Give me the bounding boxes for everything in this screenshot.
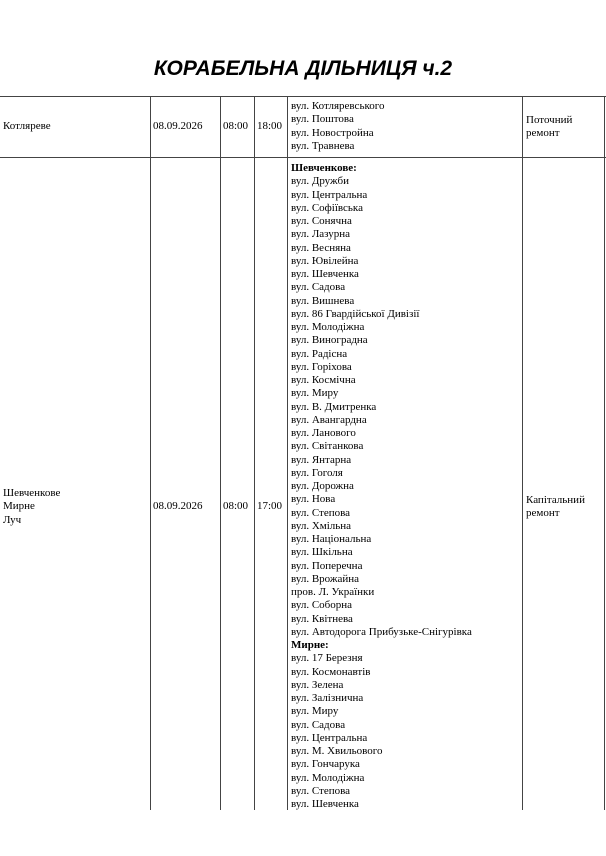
- street-item: вул. Весняна: [291, 241, 351, 254]
- street-item: вул. В. Дмитренка: [291, 400, 377, 413]
- street-item: вул. Гончарука: [291, 758, 360, 771]
- work-type-line: Поточний: [526, 113, 573, 126]
- street-item: вул. Врожайна: [291, 572, 360, 585]
- street-item: вул. Степова: [291, 506, 351, 519]
- street-item: вул. Новостройна: [291, 126, 374, 139]
- street-item: вул. Миру: [291, 705, 339, 718]
- street-item: вул. Молодіжна: [291, 771, 365, 784]
- street-item: вул. Котляревського: [291, 100, 385, 112]
- work-type-cell: [526, 97, 572, 157]
- street-item: вул. Гоголя: [291, 466, 343, 479]
- streets-cell: [291, 100, 384, 153]
- settlement-cell: [3, 97, 51, 157]
- work-type-line: Капітальний: [526, 493, 585, 506]
- street-item: вул. Автодорога Прибузьке-Снігурівка: [291, 625, 472, 638]
- table-col-divider: [220, 96, 221, 810]
- end-time-cell: [257, 158, 282, 856]
- start-time-cell: [223, 158, 248, 856]
- street-item: вул. Молодіжна: [291, 321, 365, 333]
- street-item: вул. Сонячна: [291, 215, 352, 227]
- street-item: вул. Поперечна: [291, 559, 363, 572]
- table-col-divider: [604, 96, 605, 810]
- work-type-line: ремонт: [526, 507, 560, 519]
- date-cell: [153, 97, 203, 157]
- street-item: вул. 17 Березня: [291, 652, 363, 665]
- outage-table: [0, 96, 606, 810]
- street-item: вул. Янтарна: [291, 453, 352, 466]
- street-item: вул. Дорожна: [291, 480, 354, 492]
- street-item: вул. Травнева: [291, 139, 355, 152]
- street-item: вул. Радісна: [291, 347, 348, 360]
- street-item: вул. Світанкова: [291, 440, 364, 453]
- settlement-cell: [3, 158, 60, 856]
- page-title: КОРАБЕЛЬНА ДІЛЬНИЦЯ ч.2: [153, 57, 453, 80]
- street-item: вул. Виноградна: [291, 334, 368, 347]
- street-item: вул. Центральна: [291, 188, 368, 201]
- street-item: вул. Космічна: [291, 374, 356, 386]
- table-col-divider: [254, 96, 255, 810]
- work-type-line: ремонт: [526, 127, 560, 139]
- street-item: вул. М. Хвильового: [291, 745, 383, 757]
- street-item: вул. Квітнева: [291, 612, 353, 625]
- street-item: вул. Космонавтів: [291, 665, 371, 678]
- streets-cell: [291, 162, 472, 811]
- street-item: вул. Національна: [291, 533, 372, 545]
- outage-date: 08.09.2026: [153, 500, 203, 513]
- work-type-cell: [526, 158, 585, 856]
- street-item: вул. Нова: [291, 493, 336, 506]
- street-item: вул. Хмільна: [291, 519, 352, 532]
- start-time: 08:00: [223, 120, 249, 133]
- table-col-divider: [150, 96, 151, 810]
- end-time: 18:00: [257, 120, 283, 133]
- street-item: вул. Лазурна: [291, 228, 351, 241]
- settlement-name: Котляреве: [3, 120, 51, 133]
- street-item: вул. Шевченка: [291, 268, 359, 280]
- street-item: вул. Степова: [291, 784, 351, 797]
- settlement-subheading: Шевченкове:: [291, 162, 357, 174]
- street-item: вул. Садова: [291, 718, 346, 731]
- end-time-cell: [257, 97, 282, 157]
- table-col-divider: [522, 96, 523, 810]
- settlement-name: Мирне: [3, 500, 35, 513]
- outage-date: 08.09.2026: [153, 120, 203, 133]
- street-item: вул. Залізнична: [291, 692, 364, 704]
- date-cell: [153, 158, 203, 856]
- table-rule-top: [0, 96, 606, 97]
- settlement-subheading: Мирне:: [291, 639, 329, 651]
- end-time: 17:00: [257, 500, 283, 513]
- settlement-name: Шевченкове: [3, 487, 61, 500]
- street-item: вул. Горіхова: [291, 360, 352, 373]
- street-item: вул. Поштова: [291, 113, 354, 126]
- street-item: вул. Зелена: [291, 678, 344, 691]
- street-item: вул. Шевченка: [291, 798, 359, 810]
- settlement-name: Луч: [3, 513, 22, 526]
- street-item: вул. Ланового: [291, 427, 356, 439]
- street-item: вул. Садова: [291, 281, 346, 294]
- table-rule-row: [0, 157, 606, 158]
- street-item: вул. Центральна: [291, 731, 368, 744]
- street-item: вул. Ювілейна: [291, 254, 359, 267]
- street-item: вул. Авангардна: [291, 413, 367, 426]
- street-item: вул. Вишнева: [291, 294, 355, 307]
- street-item: вул. Шкільна: [291, 546, 353, 559]
- start-time-cell: [223, 97, 248, 157]
- start-time: 08:00: [223, 500, 249, 513]
- street-item: вул. 86 Гвардійської Дивізії: [291, 307, 420, 320]
- street-item: пров. Л. Українки: [291, 586, 375, 598]
- street-item: вул. Дружби: [291, 175, 349, 188]
- street-item: вул. Софіївська: [291, 201, 363, 214]
- street-item: вул. Миру: [291, 387, 339, 400]
- table-col-divider: [287, 96, 288, 810]
- street-item: вул. Соборна: [291, 599, 353, 612]
